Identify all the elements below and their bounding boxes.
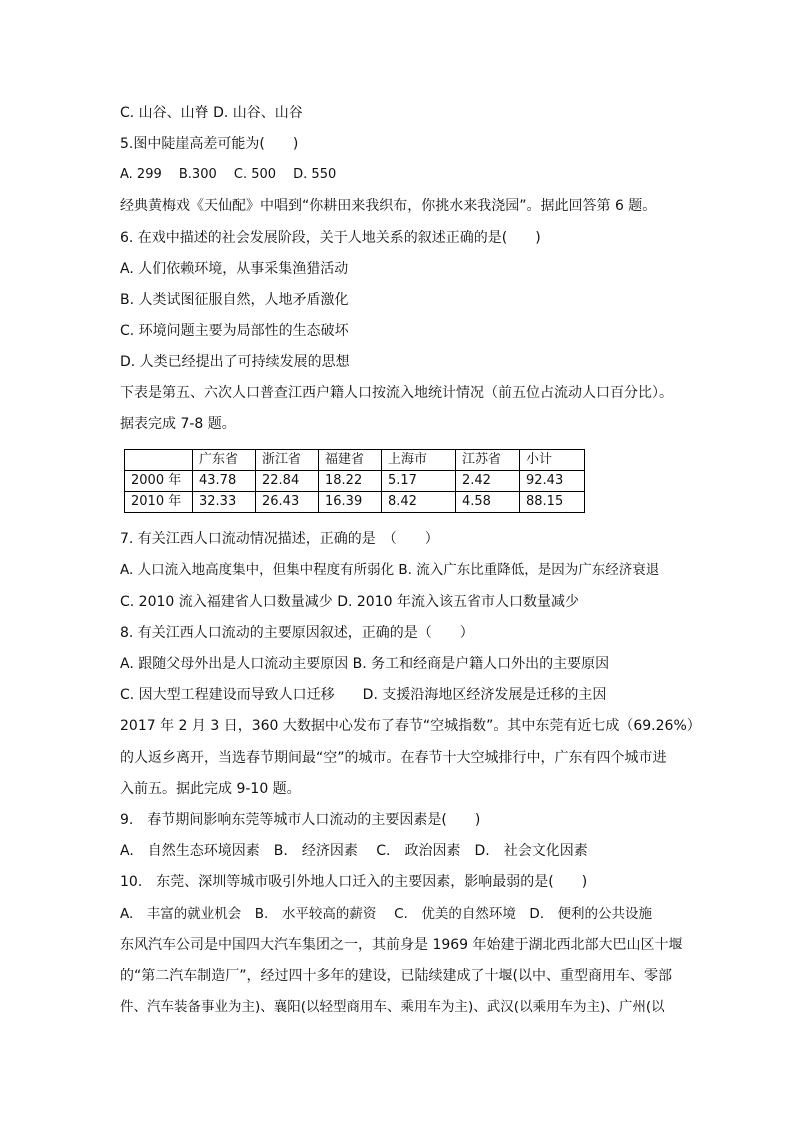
table-cell: 43.78	[193, 471, 256, 492]
q7-options-ab: A. 人口流入地高度集中，但集中程度有所弱化 B. 流入广东比重降低，是因为广东经济衰退	[120, 562, 660, 578]
table-cell: 88.15	[520, 492, 585, 513]
passage-line-1: 东风汽车公司是中国四大汽车集团之一，其前身是 1969 年始建于湖北西北部大巴山区十堰	[120, 937, 683, 953]
q9-10-intro-2: 的人返乡离开，当选春节期间最“空”的城市。在春节十大空城排行中，广东有四个城市进	[120, 750, 667, 766]
table-header-cell	[125, 450, 193, 471]
q10-options: A. 丰富的就业机会 B. 水平较高的薪资 C. 优美的自然环境 D. 便利的公共设施	[120, 906, 653, 922]
q4-options-cd: C. 山谷、山脊 D. 山谷、山谷	[120, 105, 303, 121]
table-cell: 26.43	[256, 492, 319, 513]
q7-8-intro: 下表是第五、六次人口普查江西户籍人口按流入地统计情况（前五位占流动人口百分比）。	[120, 385, 673, 401]
passage-line-3: 件、汽车装备事业为主)、襄阳(以轻型商用车、乘用车为主)、武汉(以乘用车为主)、广州(以	[120, 999, 665, 1015]
q7-8-intro-cont: 据表完成 7-8 题。	[120, 416, 236, 432]
table-header-cell: 上海市	[382, 450, 456, 471]
table-header-row	[125, 450, 585, 471]
table-cell: 92.43	[520, 471, 585, 492]
q8-options-ab: A. 跟随父母外出是人口流动主要原因 B. 务工和经商是户籍人口外出的主要原因	[120, 656, 610, 672]
q9-10-intro-1: 2017 年 2 月 3 日，360 大数据中心发布了春节“空城指数”。其中东莞有近七成（69.26%）	[120, 718, 701, 734]
table-header-cell: 江苏省	[456, 450, 520, 471]
q6-option-c: C. 环境问题主要为局部性的生态破坏	[120, 323, 349, 339]
table-header-cell: 福建省	[319, 450, 382, 471]
q6-option-b: B. 人类试图征服自然，人地矛盾激化	[120, 292, 349, 308]
table-row	[125, 471, 585, 492]
q9-options: A. 自然生态环境因素 B. 经济因素 C. 政治因素 D. 社会文化因素	[120, 843, 588, 859]
passage-line-2: 的“第二汽车制造厂”，经过四十多年的建设，已陆续建成了十堰(以中、重型商用车、零部	[120, 968, 672, 984]
q6-intro: 经典黄梅戏《天仙配》中唱到“你耕田来我织布，你挑水来我浇园”。据此回答第 6 题。	[120, 198, 657, 214]
q8-stem: 8. 有关江西人口流动的主要原因叙述，正确的是（ ）	[120, 625, 474, 641]
q6-option-d: D. 人类已经提出了可持续发展的思想	[120, 354, 350, 370]
table-cell: 5.17	[382, 471, 456, 492]
q10-stem: 10. 东莞、深圳等城市吸引外地人口迁入的主要因素，影响最弱的是( )	[120, 874, 588, 890]
q5-options: A. 299 B.300 C. 500 D. 550	[120, 167, 337, 182]
q8-options-cd: C. 因大型工程建设而导致人口迁移 D. 支援沿海地区经济发展是迁移的主因	[120, 687, 607, 703]
table-header-cell: 广东省	[193, 450, 256, 471]
q7-stem: 7. 有关江西人口流动情况描述，正确的是 （ ）	[120, 531, 439, 547]
table-cell: 4.58	[456, 492, 520, 513]
q6-stem: 6. 在戏中描述的社会发展阶段，关于人地关系的叙述正确的是( )	[120, 230, 541, 246]
table-cell: 18.22	[319, 471, 382, 492]
table-cell: 22.84	[256, 471, 319, 492]
q9-stem: 9. 春节期间影响东莞等城市人口流动的主要因素是( )	[120, 812, 481, 828]
table-cell: 2010 年	[125, 492, 193, 513]
table-header-cell: 小计	[520, 450, 585, 471]
table-cell: 2000 年	[125, 471, 193, 492]
table-cell: 8.42	[382, 492, 456, 513]
q7-options-cd: C. 2010 流入福建省人口数量减少 D. 2010 年流入该五省市人口数量减少	[120, 594, 579, 610]
table-cell: 16.39	[319, 492, 382, 513]
population-table	[124, 449, 585, 513]
q9-10-intro-3: 入前五。据此完成 9-10 题。	[120, 781, 301, 797]
table-row	[125, 492, 585, 513]
q5-stem: 5.图中陡崖高差可能为( )	[120, 136, 299, 152]
table-cell: 2.42	[456, 471, 520, 492]
table-cell: 32.33	[193, 492, 256, 513]
table-header-cell: 浙江省	[256, 450, 319, 471]
q6-option-a: A. 人们依赖环境，从事采集渔猎活动	[120, 261, 349, 277]
